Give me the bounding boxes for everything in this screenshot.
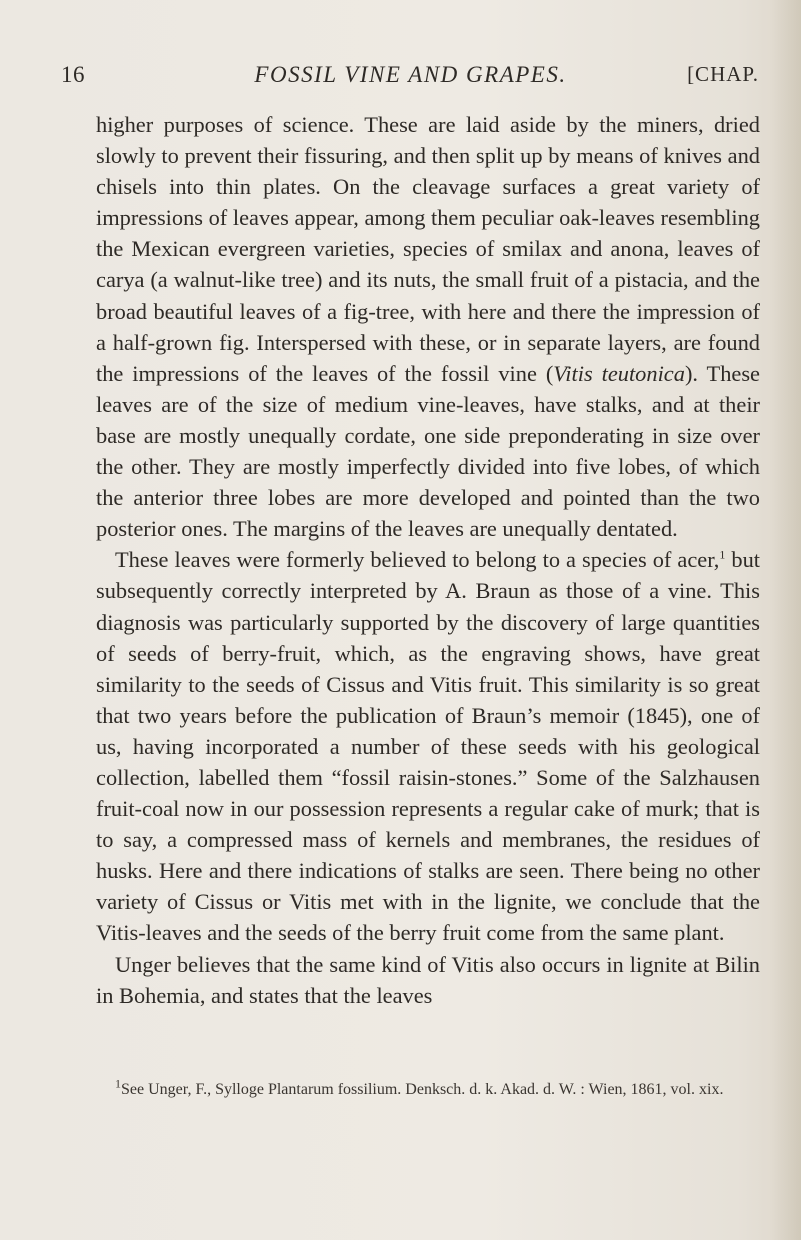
footnote-paragraph: [96, 1078, 760, 1101]
footnote: [96, 1078, 760, 1101]
paragraph-1: [96, 109, 760, 544]
footnote-mark: 1: [115, 1076, 121, 1091]
paragraph-2: [96, 544, 760, 948]
running-title: FOSSIL VINE AND GRAPES.: [254, 62, 567, 87]
footnote-text: See Unger, F., Sylloge Plantarum fossilium. Denksch. d. k. Akad. d. W. : Wien, 1861, vol. xix.: [121, 1081, 724, 1098]
page-number: 16: [61, 62, 85, 87]
page-header: [0, 62, 801, 96]
body-text: [96, 109, 760, 1011]
paragraph-1-text-b: ). These leaves are of the size of medium vine-leaves, have stalks, and at their base are mostly unequally cordate, one side preponderating in size over the other. They are mostly imperfectly divided into five lobes, of which the anterior three lobes are more developed and pointed than the two posterior ones. The margins of the leaves are unequally dentated.: [96, 360, 760, 542]
paragraph-2-text-a: These leaves were formerly believed to belong to a species of acer,: [115, 547, 720, 573]
paragraph-2-text-b: but subsequently correctly interpreted by A. Braun as those of a vine. This diagnosis was particularly supported by the discovery of large quantities of seeds of berry-fruit, which, as the engraving shows, have great similarity to the seeds of Cissus and Vitis fruit. This similarity is so great that two years before the publication of Braun’s memoir (1845), one of us, having incorporated a number of these seeds with his geological collection, labelled them “fossil raisin-stones.” Some of the Salzhausen fruit-coal now in our possession represents a regular cake of murk; that is to say, a compressed mass of kernels and membranes, the residues of husks. Here and there indications of stalks are seen. There being no other variety of Cissus or Vitis met with in the lignite, we conclude that the Vitis-leaves and the seeds of the berry fruit come from the same plant.: [96, 547, 760, 946]
page-edge-stain: [771, 0, 801, 1240]
chapter-label: [CHAP.: [687, 62, 759, 86]
footnote-reference: 1: [719, 547, 726, 562]
paragraph-3-text: Unger believes that the same kind of Vitis also occurs in lignite at Bilin in Bohemia, and states that the leaves: [96, 951, 760, 1008]
paragraph-1-text-a: higher purposes of science. These are laid aside by the miners, dried slowly to prevent their fissuring, and then split up by means of knives and chisels into thin plates. On the cleavage surfaces a great variety of impressions of leaves appear, among them peculiar oak-leaves resembling the Mexican evergreen varieties, species of smilax and anona, leaves of carya (a walnut-like tree) and its nuts, the small fruit of a pistacia, and the broad beautiful leaves of a fig-tree, with here and there the impression of a half-grown fig. Interspersed with these, or in separate layers, are found the impressions of the leaves of the fossil vine (: [96, 112, 760, 386]
species-name-italic: Vitis teutonica: [553, 360, 685, 386]
paragraph-3: [96, 949, 760, 1011]
